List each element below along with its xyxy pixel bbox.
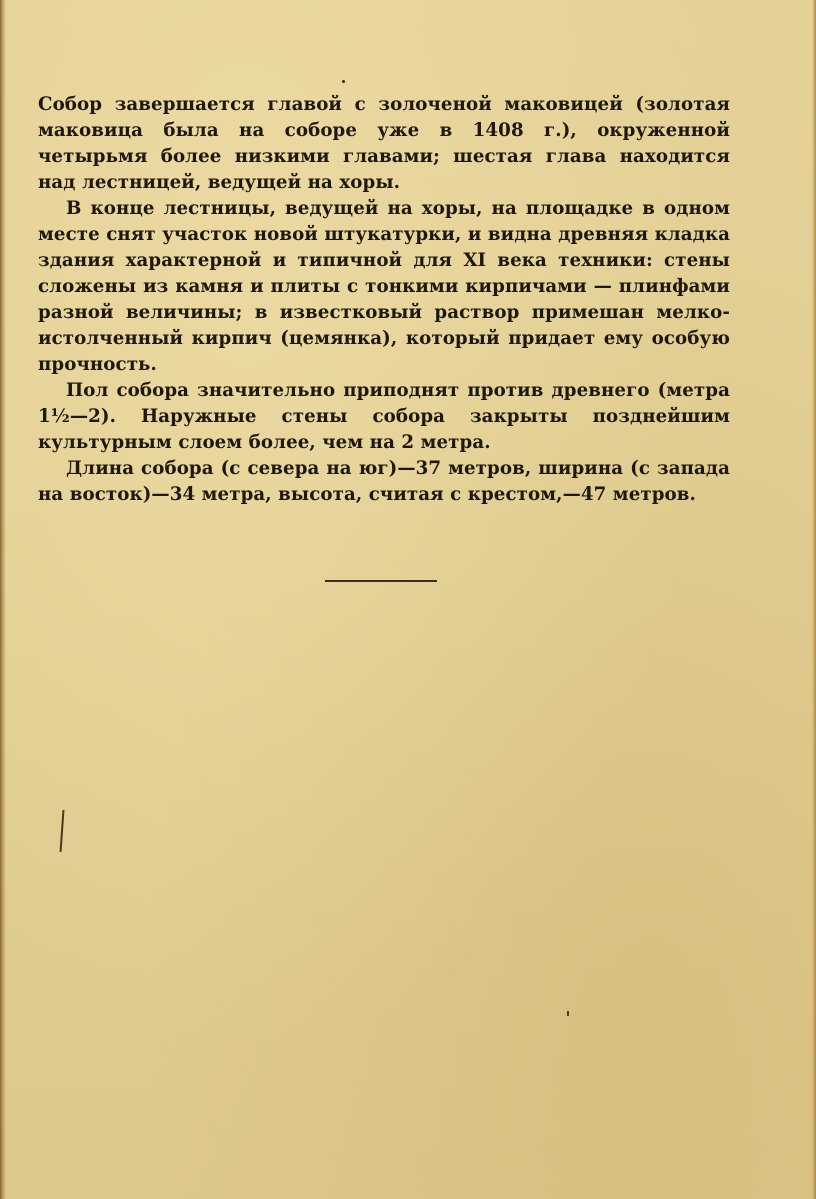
pencil-mark bbox=[60, 810, 65, 852]
paragraph-cupolas: Собор завершается главой с золоченой маковицей (золотая маковица была на соборе уже в 1408 г.), окруженной четырьмя более низкими главами; шестая глава находится над лестницей, ведущей на хоры. bbox=[38, 94, 730, 193]
paragraph-masonry: В конце лестницы, ведущей на хоры, на площадке в одном месте снят участок новой штукатурки, и видна древняя кладка здания характерной и типичной для XI века техники: стены сложены из камня и плиты с тонкими кирпичами — плинфами разной величины; в известковый раствор примешан мелко-истолченный кирпич (цемянка), который придает ему особую прочность. bbox=[38, 198, 730, 375]
paragraph-floor: Пол собора значительно приподнят против древнего (метра 1½—2). Наружные стены собора закрыты позднейшим культурным слоем более, чем на 2 метра. bbox=[38, 380, 730, 453]
body-text bbox=[38, 92, 730, 508]
ink-mark bbox=[567, 1011, 569, 1016]
paragraph-dimensions: Длина собора (с севера на юг)—37 метров, ширина (с запада на восток)—34 метра, высота, считая с крестом,—47 метров. bbox=[38, 458, 730, 505]
ink-speck bbox=[342, 80, 345, 83]
page-right-edge bbox=[812, 0, 816, 1199]
section-divider bbox=[325, 580, 437, 582]
page-left-edge bbox=[0, 0, 6, 1199]
